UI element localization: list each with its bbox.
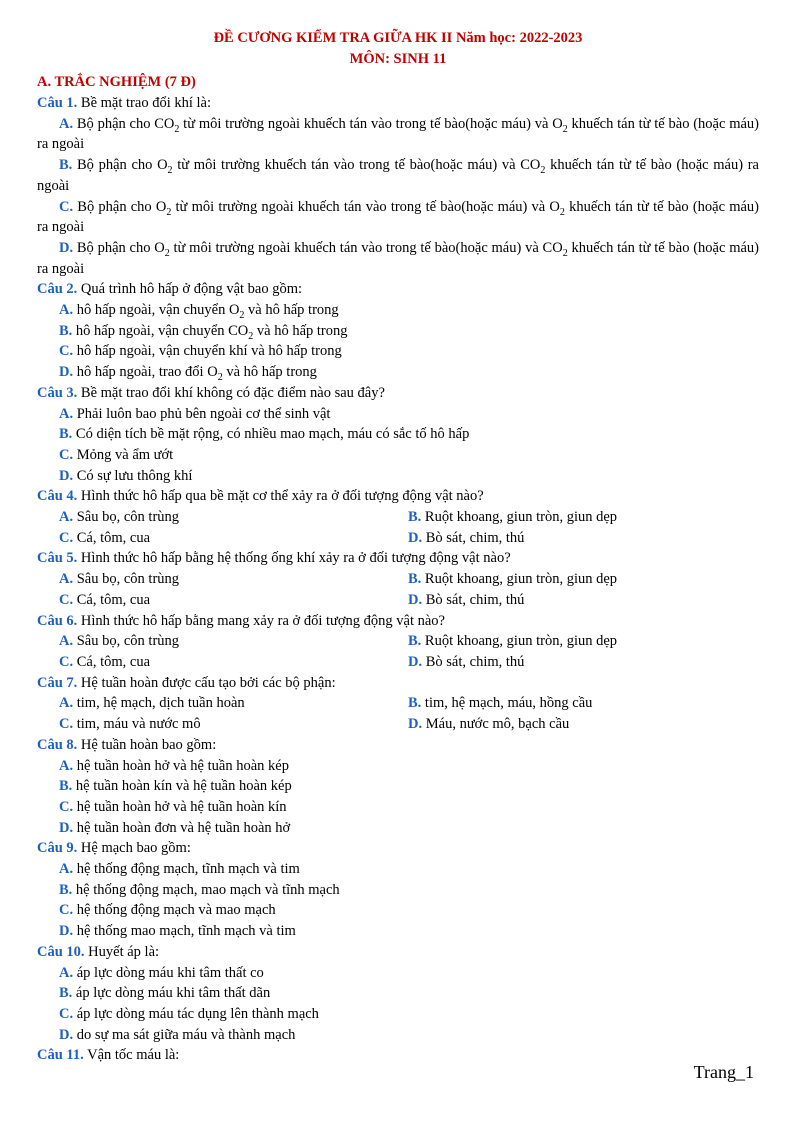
option-letter: A. [59, 115, 74, 132]
option-text: hô hấp ngoài, vận chuyển $O_2$ và hô hấp trong [73, 302, 339, 321]
option-letter: A. [59, 633, 74, 650]
question-block [37, 1045, 759, 1066]
question-number: Câu 10. [37, 943, 85, 960]
option-text: Ruột khoang, giun tròn, giun dẹp [421, 571, 618, 588]
option-text: Bò sát, chim, thú [422, 591, 525, 608]
answer-option [37, 507, 408, 528]
option-text: Có diện tích bề mặt rộng, có nhiều mao mạch, máu có sắc tố hô hấp [72, 426, 470, 443]
answer-option [37, 424, 759, 445]
answer-option [37, 880, 759, 901]
option-text: Phải luôn bao phủ bên ngoài cơ thể sinh vật [73, 405, 331, 422]
answer-option [37, 631, 408, 652]
option-text: hô hấp ngoài, trao đổi $O_2$ và hô hấp trong [73, 364, 317, 384]
option-text: hô hấp ngoài, vận chuyển $CO_2$ và hô hấp trong [72, 322, 348, 342]
answer-option [408, 714, 759, 735]
option-letter: A. [59, 861, 74, 878]
option-text: hô hấp ngoài, vận chuyển khí và hô hấp trong [73, 343, 342, 360]
question-number: Câu 6. [37, 612, 78, 629]
option-letter: A. [59, 757, 74, 774]
answer-option [408, 631, 759, 652]
option-letter: B. [59, 881, 73, 898]
page-number: Trang_1 [693, 1062, 754, 1082]
option-letter: D. [59, 364, 74, 381]
question-block [37, 486, 759, 548]
option-letter: C. [59, 198, 74, 215]
question-block [37, 383, 759, 487]
question-text: Huyết áp là: [84, 943, 160, 960]
option-letter: B. [59, 426, 73, 443]
option-text: do sự ma sát giữa máu và thành mạch [73, 1026, 296, 1043]
question-block [37, 838, 759, 942]
option-text: tim, hệ mạch, dịch tuần hoàn [73, 695, 245, 712]
option-text: áp lực dòng máu khi tâm thất co [73, 964, 264, 981]
question-text: Bề mặt trao đổi khí không có đặc điểm nào sau đây? [77, 384, 385, 401]
option-text: Bộ phận cho $O_2$ từ môi trường ngoài khuếch tán vào trong tế bào(hoặc máu) và $CO_2$ khuếch tán từ tế bào (hoặc máu) ra ngoài [37, 239, 759, 277]
option-letter: B. [59, 157, 73, 174]
option-text: Bộ phận cho $CO_2$ từ môi trường ngoài khuếch tán vào trong tế bào(hoặc máu) và $O_2$ khuếch tán từ tế bào (hoặc máu) ra ngoài [37, 115, 759, 153]
question-text: Hình thức hô hấp qua bề mặt cơ thể xảy ra ở đối tượng động vật nào? [77, 488, 484, 505]
question-stem [37, 673, 759, 694]
option-letter: B. [59, 985, 73, 1002]
option-text: áp lực dòng máu khi tâm thất dãn [72, 985, 271, 1002]
question-number: Câu 11. [37, 1047, 84, 1064]
question-stem [37, 1045, 759, 1066]
question-stem [37, 93, 759, 114]
answer-option [37, 921, 759, 942]
question-block [37, 735, 759, 839]
option-letter: C. [59, 529, 74, 546]
answer-option [37, 693, 408, 714]
question-number: Câu 1. [37, 95, 78, 111]
option-text: Ruột khoang, giun tròn, giun dẹp [421, 509, 618, 526]
answer-option [37, 114, 759, 155]
option-letter: B. [408, 571, 422, 588]
option-letter: B. [408, 633, 422, 650]
option-text: Bộ phận cho $O_2$ từ môi trường ngoài khuếch tán vào trong tế bào(hoặc máu) và $O_2$ khuếch tán từ tế bào (hoặc máu) ra ngoài [37, 198, 760, 236]
answer-option [408, 507, 759, 528]
answer-option [408, 590, 759, 611]
option-text: Mỏng và ẩm ướt [73, 446, 174, 463]
question-text: Hình thức hô hấp bằng hệ thống ống khí xảy ra ở đối tượng động vật nào? [77, 550, 511, 567]
option-letter: B. [408, 509, 422, 526]
question-block [37, 548, 759, 610]
option-row [37, 528, 759, 549]
option-text: Cá, tôm, cua [73, 591, 151, 608]
question-stem [37, 279, 759, 300]
option-text: tim, hệ mạch, máu, hồng cầu [421, 695, 593, 712]
question-stem [37, 383, 759, 404]
question-block [37, 279, 759, 383]
option-row [37, 590, 759, 611]
option-text: Bò sát, chim, thú [422, 529, 525, 546]
answer-option [37, 197, 759, 238]
question-stem [37, 735, 759, 756]
answer-option [37, 238, 759, 279]
answer-option [408, 693, 759, 714]
option-letter: B. [408, 695, 422, 712]
option-letter: C. [59, 343, 74, 360]
answer-option [37, 155, 759, 196]
option-text: Ruột khoang, giun tròn, giun dẹp [421, 633, 618, 650]
option-row [37, 507, 759, 528]
option-letter: A. [59, 964, 74, 981]
question-block [37, 673, 759, 735]
option-text: Máu, nước mô, bạch cầu [422, 716, 570, 733]
option-text: Sâu bọ, côn trùng [73, 509, 180, 526]
question-number: Câu 8. [37, 736, 78, 753]
option-text: hệ tuần hoàn hở và hệ tuần hoàn kép [73, 757, 289, 774]
option-letter: A. [59, 509, 74, 526]
option-text: Cá, tôm, cua [73, 529, 151, 546]
option-letter: A. [59, 302, 74, 319]
option-text: hệ thống động mạch và mao mạch [73, 902, 276, 919]
answer-option [37, 362, 759, 383]
answer-option [408, 652, 759, 673]
question-number: Câu 5. [37, 550, 78, 567]
option-text: hệ thống động mạch, mao mạch và tĩnh mạch [72, 881, 340, 898]
question-list [37, 93, 759, 1066]
question-text: Hình thức hô hấp bằng mang xảy ra ở đối tượng động vật nào? [77, 612, 445, 629]
option-text: Sâu bọ, côn trùng [73, 571, 180, 588]
answer-option [37, 1004, 759, 1025]
question-number: Câu 4. [37, 488, 78, 505]
subject-title: MÔN: SINH 11 [349, 51, 447, 67]
question-text: Quá trình hô hấp ở động vật bao gồm: [77, 281, 303, 298]
option-letter: D. [408, 653, 423, 670]
question-stem [37, 486, 759, 507]
answer-option [37, 445, 759, 466]
answer-option [37, 466, 759, 487]
answer-option [37, 1025, 759, 1046]
question-block [37, 93, 759, 279]
answer-option [37, 714, 408, 735]
option-text: Bộ phận cho $O_2$ từ môi trường khuếch tán vào trong tế bào(hoặc máu) và $CO_2$ khuếch tán từ tế bào (hoặc máu) ra ngoài [37, 157, 759, 194]
option-letter: C. [59, 446, 74, 463]
option-letter: D. [59, 819, 74, 836]
question-number: Câu 7. [37, 674, 78, 691]
question-stem [37, 548, 759, 569]
option-letter: C. [59, 902, 74, 919]
answer-option [37, 900, 759, 921]
option-letter: D. [408, 529, 423, 546]
option-letter: D. [59, 467, 74, 484]
option-text: hệ tuần hoàn đơn và hệ tuần hoàn hở [73, 819, 291, 836]
option-row [37, 714, 759, 735]
answer-option [37, 300, 759, 321]
answer-option [37, 321, 759, 342]
option-row [37, 693, 759, 714]
answer-option [37, 776, 759, 797]
option-letter: D. [59, 1026, 74, 1043]
question-text: Vận tốc máu là: [83, 1047, 180, 1064]
option-letter: D. [59, 239, 74, 256]
answer-option [37, 652, 408, 673]
option-text: hệ tuần hoàn kín và hệ tuần hoàn kép [72, 778, 292, 795]
option-letter: B. [59, 778, 73, 795]
option-text: Bò sát, chim, thú [422, 653, 525, 670]
option-row [37, 631, 759, 652]
question-text: Hệ tuần hoàn bao gồm: [77, 736, 217, 753]
answer-option [37, 818, 759, 839]
question-number: Câu 3. [37, 384, 78, 401]
option-letter: D. [408, 591, 423, 608]
question-stem [37, 942, 759, 963]
answer-option [37, 756, 759, 777]
answer-option [408, 528, 759, 549]
option-letter: A. [59, 695, 74, 712]
option-text: hệ tuần hoàn hở và hệ tuần hoàn kín [73, 798, 287, 815]
option-letter: D. [408, 716, 423, 733]
question-block [37, 611, 759, 673]
answer-option [37, 797, 759, 818]
answer-option [37, 404, 759, 425]
option-letter: A. [59, 571, 74, 588]
answer-option [37, 859, 759, 880]
question-text: Hệ mạch bao gồm: [77, 840, 191, 857]
option-text: Sâu bọ, côn trùng [73, 633, 180, 650]
answer-option [37, 528, 408, 549]
question-stem [37, 611, 759, 632]
option-text: hệ thống mao mạch, tĩnh mạch và tim [73, 923, 296, 940]
option-text: hệ thống động mạch, tĩnh mạch và tim [73, 861, 300, 878]
answer-option [37, 590, 408, 611]
option-letter: C. [59, 716, 74, 733]
answer-option [37, 569, 408, 590]
option-letter: C. [59, 1005, 74, 1022]
option-letter: A. [59, 405, 74, 422]
option-letter: B. [59, 322, 73, 339]
option-text: Cá, tôm, cua [73, 653, 151, 670]
answer-option [408, 569, 759, 590]
question-block [37, 942, 759, 1046]
question-text: Hệ tuần hoàn được cấu tạo bởi các bộ phận: [77, 674, 336, 691]
question-number: Câu 2. [37, 281, 78, 298]
answer-option [37, 983, 759, 1004]
option-row [37, 569, 759, 590]
question-text: Bề mặt trao đổi khí là: [77, 95, 211, 111]
option-letter: C. [59, 591, 74, 608]
document-page [37, 28, 759, 1066]
option-text: áp lực dòng máu tác dụng lên thành mạch [73, 1005, 319, 1022]
option-row [37, 652, 759, 673]
option-letter: D. [59, 923, 74, 940]
question-number: Câu 9. [37, 840, 78, 857]
option-text: Có sự lưu thông khí [73, 467, 193, 484]
section-heading: A. TRẮC NGHIỆM (7 Đ) [37, 74, 196, 90]
option-letter: C. [59, 798, 74, 815]
option-text: tim, máu và nước mô [73, 716, 201, 733]
question-stem [37, 838, 759, 859]
answer-option [37, 963, 759, 984]
document-title: ĐỀ CƯƠNG KIỂM TRA GIỮA HK II Năm học: 2022-2023 [213, 30, 583, 46]
answer-option [37, 341, 759, 362]
option-letter: C. [59, 653, 74, 670]
